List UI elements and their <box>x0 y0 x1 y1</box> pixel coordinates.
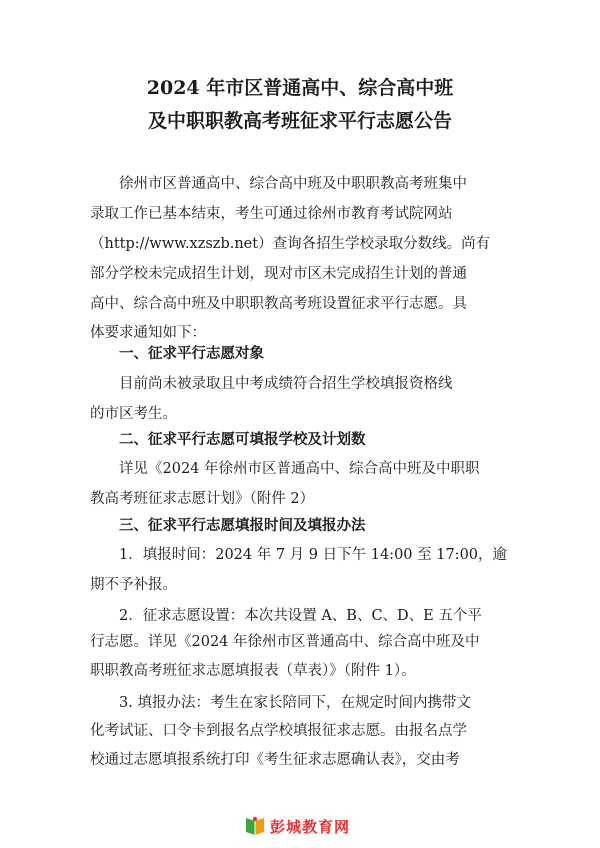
paragraph-line: 教高考班征求志愿计划》（附件 2） <box>90 491 315 507</box>
paragraph-line: 目前尚未被录取且中考成绩符合招生学校填报资格线 <box>119 376 453 392</box>
paragraph-line: 行志愿。详见《2024 年徐州市区普通高中、综合高中班及中 <box>90 634 480 650</box>
section-heading: 一、征求平行志愿对象 <box>119 346 264 362</box>
footer-logo-text: 彭城教育网 <box>270 817 351 836</box>
document-title-line-2: 及中职职教高考班征求平行志愿公告 <box>147 110 452 132</box>
paragraph-line: 2．征求志愿设置：本次共设置 A、B、C、D、E 五个平 <box>119 608 482 624</box>
paragraph-line: 录取工作已基本结束，考生可通过徐州市教育考试院网站 <box>90 206 453 222</box>
paragraph-line: 校通过志愿填报系统打印《考生征求志愿确认表》，交由考 <box>90 752 460 768</box>
paragraph-line: 详见《2024 年徐州市区普通高中、综合高中班及中职职 <box>119 461 480 477</box>
paragraph-line: 高中、综合高中班及中职职教高考班设置征求平行志愿。具 <box>90 296 467 312</box>
paragraph-line: 体要求通知如下： <box>90 325 206 341</box>
paragraph-line: 的市区考生。 <box>90 406 177 422</box>
paragraph-line: 部分学校未完成招生计划，现对市区未完成招生计划的普通 <box>90 266 467 282</box>
paragraph-line: 化考试证、口令卡到报名点学校填报征求志愿。由报名点学 <box>90 723 467 739</box>
footer-logo <box>244 814 364 838</box>
section-heading: 二、征求平行志愿可填报学校及计划数 <box>119 432 366 448</box>
paragraph-line: 徐州市区普通高中、综合高中班及中职职教高考班集中 <box>119 176 467 192</box>
paragraph-line: 期不予补报。 <box>90 577 177 593</box>
section-heading: 三、征求平行志愿填报时间及填报办法 <box>119 518 366 534</box>
paragraph-line: （http://www.xzszb.net）查询各招生学校录取分数线。尚有 <box>90 236 491 252</box>
open-book-icon <box>244 816 266 836</box>
document-title-line-1: 2024 年市区普通高中、综合高中班 <box>146 77 454 99</box>
paragraph-line: 3. 填报办法：考生在家长陪同下，在规定时间内携带文 <box>119 695 471 711</box>
paragraph-line: 职职教高考班征求志愿填报表（草表）》（附件 1）。 <box>90 663 416 679</box>
paragraph-line: 1．填报时间：2024 年 7 月 9 日下午 14:00 至 17:00，逾 <box>119 547 508 563</box>
